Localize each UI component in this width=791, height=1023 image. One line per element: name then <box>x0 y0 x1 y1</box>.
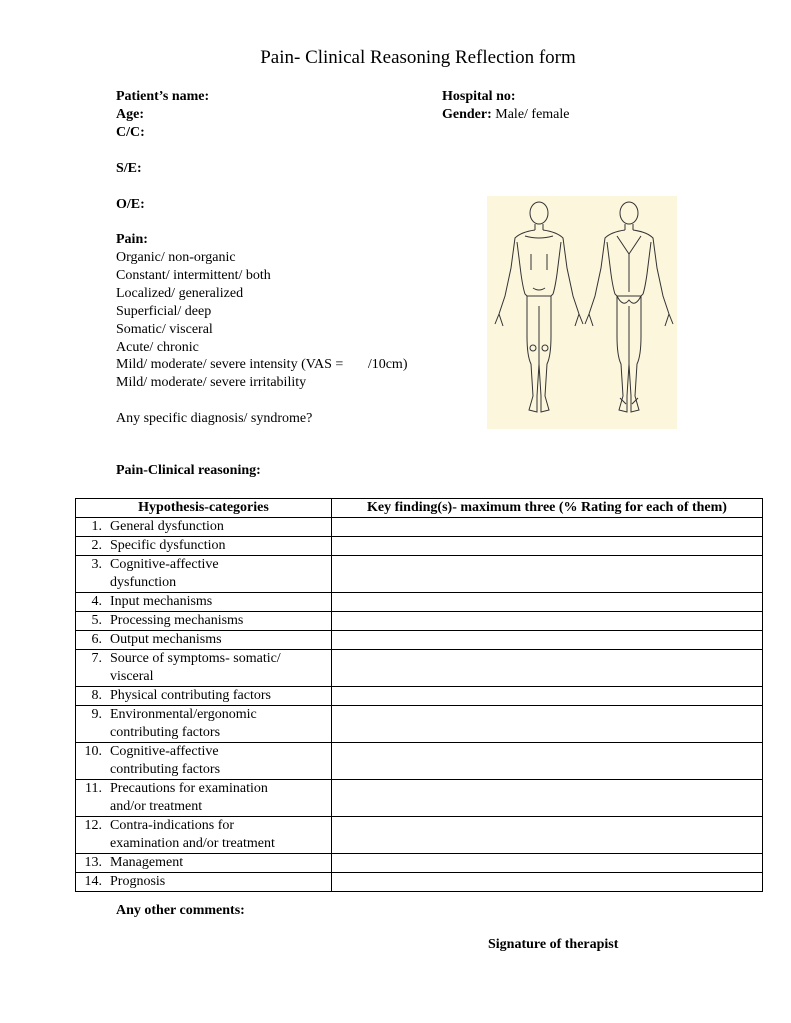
key-finding-cell[interactable] <box>332 780 763 817</box>
pain-line: Acute/ chronic <box>116 340 199 355</box>
table-row <box>76 854 763 873</box>
table-row <box>76 650 763 687</box>
cc-label: C/C: <box>116 125 145 140</box>
page-title: Pain- Clinical Reasoning Reflection form <box>260 47 576 68</box>
body-chart-front-back-icon <box>487 196 677 429</box>
category-label: Physical contributing factors <box>110 688 271 703</box>
row-number: 9. <box>91 707 102 722</box>
pain-line-vas: Mild/ moderate/ severe intensity (VAS = /10cm) <box>116 357 408 372</box>
key-finding-cell[interactable] <box>332 743 763 780</box>
table-row <box>76 817 763 854</box>
row-number: 14. <box>84 874 102 889</box>
key-finding-cell[interactable] <box>332 631 763 650</box>
key-finding-cell[interactable] <box>332 537 763 556</box>
category-label: Cognitive-affective contributing factors <box>110 744 221 777</box>
other-comments-label: Any other comments: <box>116 903 245 918</box>
category-label: Precautions for examination and/or treatment <box>110 781 268 814</box>
row-number: 1. <box>91 519 102 534</box>
category-label: Source of symptoms- somatic/ visceral <box>110 651 281 684</box>
pain-line: Localized/ generalized <box>116 286 244 301</box>
col-header-hypothesis: Hypothesis-categories <box>76 499 332 518</box>
table-row <box>76 631 763 650</box>
category-label: Cognitive-affective dysfunction <box>110 557 219 590</box>
table-row <box>76 612 763 631</box>
category-label: Output mechanisms <box>110 632 222 647</box>
key-finding-cell[interactable] <box>332 817 763 854</box>
table-row <box>76 873 763 892</box>
oe-label: O/E: <box>116 197 145 212</box>
table-row <box>76 743 763 780</box>
row-number: 3. <box>91 557 102 572</box>
pain-line: Mild/ moderate/ severe irritability <box>116 375 307 390</box>
category-label: Contra-indications for examination and/or treatment <box>110 818 275 851</box>
key-finding-cell[interactable] <box>332 650 763 687</box>
category-label: Prognosis <box>110 874 166 889</box>
row-number: 2. <box>91 538 102 553</box>
row-number: 11. <box>85 781 102 796</box>
table-row <box>76 706 763 743</box>
key-finding-cell[interactable] <box>332 612 763 631</box>
category-label: Specific dysfunction <box>110 538 226 553</box>
gender-value: Male/ female <box>495 107 570 122</box>
key-finding-cell[interactable] <box>332 518 763 537</box>
table-row <box>76 518 763 537</box>
key-finding-cell[interactable] <box>332 873 763 892</box>
gender-label: Gender: <box>442 107 492 122</box>
row-number: 8. <box>91 688 102 703</box>
pain-line: Superficial/ deep <box>116 304 212 319</box>
table-row <box>76 556 763 593</box>
pain-line: Organic/ non-organic <box>116 250 236 265</box>
category-label: Management <box>110 855 184 870</box>
row-number: 6. <box>91 632 102 647</box>
category-label: Environmental/ergonomic contributing factors <box>110 707 257 740</box>
key-finding-cell[interactable] <box>332 706 763 743</box>
front-body-icon <box>495 202 583 412</box>
patient-name-label: Patient’s name: <box>116 89 210 104</box>
signature-label: Signature of therapist <box>488 937 619 952</box>
key-finding-cell[interactable] <box>332 687 763 706</box>
reasoning-heading: Pain-Clinical reasoning: <box>116 463 261 478</box>
back-body-icon <box>585 202 673 412</box>
row-number: 7. <box>91 651 102 666</box>
se-label: S/E: <box>116 161 142 176</box>
diagnosis-question: Any specific diagnosis/ syndrome? <box>116 411 313 426</box>
table-row <box>76 687 763 706</box>
table-row <box>76 537 763 556</box>
hypothesis-table <box>75 498 763 892</box>
hospital-no-label: Hospital no: <box>442 89 516 104</box>
row-number: 12. <box>84 818 102 833</box>
pain-line: Somatic/ visceral <box>116 322 213 337</box>
pain-heading: Pain: <box>116 232 148 247</box>
table-header-row <box>76 499 763 518</box>
row-number: 4. <box>91 594 102 609</box>
key-finding-cell[interactable] <box>332 854 763 873</box>
col-header-key-findings: Key finding(s)- maximum three (% Rating for each of them) <box>332 499 763 518</box>
age-label: Age: <box>116 107 144 122</box>
category-label: General dysfunction <box>110 519 224 534</box>
key-finding-cell[interactable] <box>332 593 763 612</box>
key-finding-cell[interactable] <box>332 556 763 593</box>
row-number: 10. <box>84 744 102 759</box>
table-row <box>76 593 763 612</box>
gender-row <box>442 106 570 124</box>
row-number: 13. <box>84 855 102 870</box>
row-number: 5. <box>91 613 102 628</box>
category-label: Processing mechanisms <box>110 613 244 628</box>
pain-line: Constant/ intermittent/ both <box>116 268 271 283</box>
category-label: Input mechanisms <box>110 594 213 609</box>
table-row <box>76 780 763 817</box>
